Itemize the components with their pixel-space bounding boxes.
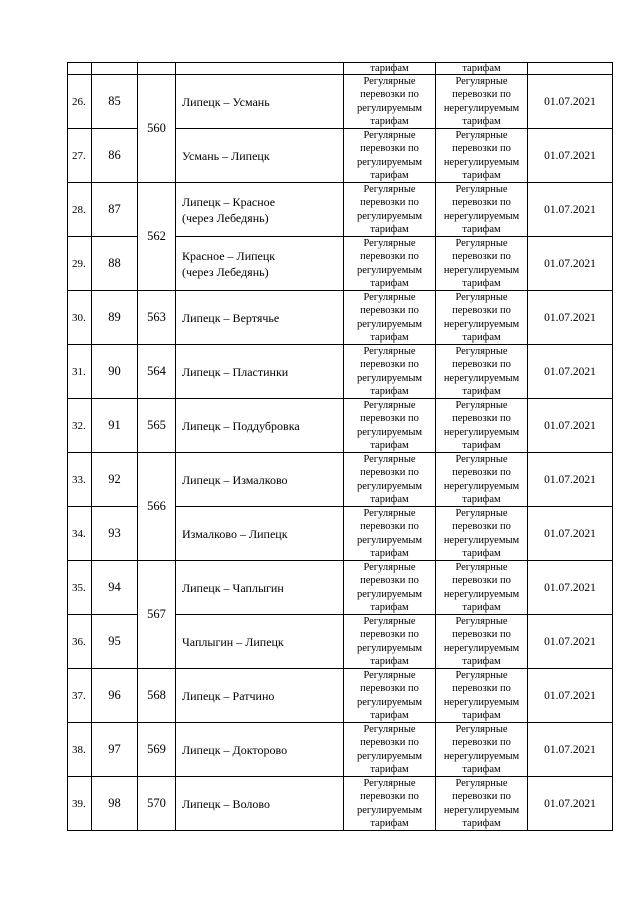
route-number: 569 xyxy=(138,723,176,777)
continued-row xyxy=(68,63,613,75)
text-line: тарифам xyxy=(370,493,409,505)
text-line: Регулярные xyxy=(363,346,416,358)
text-line: нерегулируемым xyxy=(443,426,520,438)
row-index: 33. xyxy=(68,453,92,507)
start-date: 01.07.2021 xyxy=(528,669,613,723)
number-cell xyxy=(92,63,138,75)
text-line: перевозки по xyxy=(452,791,511,803)
start-date: 01.07.2021 xyxy=(528,777,613,831)
row-number: 88 xyxy=(92,237,138,291)
text-line: Регулярные xyxy=(363,724,416,736)
row-index: 39. xyxy=(68,777,92,831)
text-line: Липецк – Волово xyxy=(182,796,270,811)
route-cell xyxy=(138,63,176,75)
text-line: Липецк – Чаплыгин xyxy=(182,580,284,595)
text-line: нерегулируемым xyxy=(443,372,520,384)
routes-table-body xyxy=(68,63,613,831)
transport-type xyxy=(436,723,528,777)
start-date: 01.07.2021 xyxy=(528,183,613,237)
row-index: 26. xyxy=(68,75,92,129)
transport-type xyxy=(436,507,528,561)
row-number: 86 xyxy=(92,129,138,183)
route-number: 564 xyxy=(138,345,176,399)
text-line: Регулярные xyxy=(455,238,508,250)
route-number: 563 xyxy=(138,291,176,345)
text-line: тарифам xyxy=(462,223,501,235)
text-line: нерегулируемым xyxy=(443,696,520,708)
text-line: тарифам xyxy=(370,439,409,451)
text-line: Регулярные xyxy=(363,76,416,88)
text-line: тарифам xyxy=(462,601,501,613)
row-index: 29. xyxy=(68,237,92,291)
text-line: Регулярные xyxy=(363,454,416,466)
transport-type xyxy=(436,777,528,831)
text-line: тарифам xyxy=(462,331,501,343)
text-line: нерегулируемым xyxy=(443,318,520,330)
text-line: Измалково – Липецк xyxy=(182,526,288,541)
transport-type xyxy=(436,291,528,345)
row-number: 94 xyxy=(92,561,138,615)
text-line: регулируемым xyxy=(356,804,423,816)
route-number: 568 xyxy=(138,669,176,723)
transport-type xyxy=(436,75,528,129)
index-cell xyxy=(68,63,92,75)
text-line: перевозки по xyxy=(452,683,511,695)
table-row xyxy=(68,723,613,777)
text-line: (через Лебедянь) xyxy=(182,210,269,225)
text-line: Регулярные xyxy=(455,724,508,736)
route-number: 565 xyxy=(138,399,176,453)
text-line: Регулярные xyxy=(455,562,508,574)
route-name xyxy=(176,615,344,669)
text-line: тарифам xyxy=(370,547,409,559)
route-name xyxy=(176,723,344,777)
text-line: Липецк – Ратчино xyxy=(182,688,275,703)
start-date: 01.07.2021 xyxy=(528,561,613,615)
text-line: тарифам xyxy=(462,763,501,775)
table-row xyxy=(68,183,613,237)
row-number: 90 xyxy=(92,345,138,399)
text-line: Липецк – Красное xyxy=(182,194,276,209)
regulation-type xyxy=(344,237,436,291)
text-line: перевозки по xyxy=(452,143,511,155)
text-line: тарифам xyxy=(370,331,409,343)
text-line: Регулярные xyxy=(455,670,508,682)
text-line: регулируемым xyxy=(356,696,423,708)
text-line: Регулярные xyxy=(455,508,508,520)
text-line: перевозки по xyxy=(360,575,419,587)
row-index: 36. xyxy=(68,615,92,669)
transport-type xyxy=(436,129,528,183)
route-name xyxy=(176,75,344,129)
text-line: Регулярные xyxy=(455,184,508,196)
text-line: Усмань – Липецк xyxy=(182,148,270,163)
transport-type-cell: тарифам xyxy=(436,63,528,75)
start-date: 01.07.2021 xyxy=(528,723,613,777)
text-line: Чаплыгин – Липецк xyxy=(182,634,284,649)
text-line: тарифам xyxy=(462,439,501,451)
text-line: Липецк – Докторово xyxy=(182,742,288,757)
text-line: Регулярные xyxy=(455,778,508,790)
text-line: Липецк – Пластинки xyxy=(182,364,289,379)
start-date: 01.07.2021 xyxy=(528,291,613,345)
text-line: перевозки по xyxy=(452,413,511,425)
route-name xyxy=(176,183,344,237)
table-row xyxy=(68,669,613,723)
text-line: нерегулируемым xyxy=(443,480,520,492)
text-line: перевозки по xyxy=(360,521,419,533)
regulation-type xyxy=(344,669,436,723)
text-line: тарифам xyxy=(370,115,409,127)
route-name xyxy=(176,777,344,831)
regulation-type xyxy=(344,507,436,561)
row-index: 31. xyxy=(68,345,92,399)
row-index: 27. xyxy=(68,129,92,183)
text-line: Липецк – Измалково xyxy=(182,472,288,487)
route-number: 560 xyxy=(138,75,176,183)
start-date: 01.07.2021 xyxy=(528,615,613,669)
text-line: перевозки по xyxy=(452,305,511,317)
transport-type xyxy=(436,615,528,669)
text-line: перевозки по xyxy=(452,89,511,101)
text-line: регулируемым xyxy=(356,588,423,600)
text-line: Регулярные xyxy=(455,76,508,88)
text-line: Регулярные xyxy=(455,616,508,628)
row-number: 89 xyxy=(92,291,138,345)
text-line: Регулярные xyxy=(363,562,416,574)
row-index: 38. xyxy=(68,723,92,777)
text-line: регулируемым xyxy=(356,534,423,546)
regulation-cell: тарифам xyxy=(344,63,436,75)
route-name xyxy=(176,291,344,345)
text-line: перевозки по xyxy=(360,305,419,317)
text-line: тарифам xyxy=(370,655,409,667)
transport-type xyxy=(436,669,528,723)
table-row xyxy=(68,75,613,129)
text-line: перевозки по xyxy=(452,197,511,209)
text-line: перевозки по xyxy=(452,737,511,749)
text-line: тарифам xyxy=(462,169,501,181)
text-line: регулируемым xyxy=(356,264,423,276)
start-date: 01.07.2021 xyxy=(528,129,613,183)
text-line: нерегулируемым xyxy=(443,642,520,654)
table-row xyxy=(68,561,613,615)
text-line: перевозки по xyxy=(360,251,419,263)
route-name xyxy=(176,507,344,561)
route-number: 567 xyxy=(138,561,176,669)
start-date: 01.07.2021 xyxy=(528,399,613,453)
text-line: тарифам xyxy=(370,709,409,721)
start-date: 01.07.2021 xyxy=(528,453,613,507)
regulation-type xyxy=(344,399,436,453)
regulation-type xyxy=(344,723,436,777)
text-line: регулируемым xyxy=(356,642,423,654)
text-line: нерегулируемым xyxy=(443,210,520,222)
regulation-type xyxy=(344,561,436,615)
text-line: нерегулируемым xyxy=(443,534,520,546)
text-line: Регулярные xyxy=(363,670,416,682)
text-line: регулируемым xyxy=(356,156,423,168)
date-cell xyxy=(528,63,613,75)
text-line: перевозки по xyxy=(360,197,419,209)
row-index: 35. xyxy=(68,561,92,615)
transport-type xyxy=(436,453,528,507)
text-line: Регулярные xyxy=(363,508,416,520)
text-line: регулируемым xyxy=(356,102,423,114)
route-number: 570 xyxy=(138,777,176,831)
text-line: тарифам xyxy=(462,115,501,127)
text-line: перевозки по xyxy=(360,737,419,749)
text-line: регулируемым xyxy=(356,480,423,492)
text-line: перевозки по xyxy=(452,521,511,533)
text-line: Регулярные xyxy=(455,130,508,142)
transport-type xyxy=(436,183,528,237)
regulation-type xyxy=(344,75,436,129)
text-line: тарифам xyxy=(370,817,409,829)
text-line: тарифам xyxy=(462,277,501,289)
transport-type xyxy=(436,237,528,291)
text-line: нерегулируемым xyxy=(443,156,520,168)
text-line: тарифам xyxy=(462,817,501,829)
text-line: Липецк – Усмань xyxy=(182,94,270,109)
text-line: Регулярные xyxy=(455,292,508,304)
text-line: перевозки по xyxy=(360,629,419,641)
text-line: тарифам xyxy=(370,601,409,613)
start-date: 01.07.2021 xyxy=(528,507,613,561)
row-number: 96 xyxy=(92,669,138,723)
text-line: тарифам xyxy=(462,709,501,721)
start-date: 01.07.2021 xyxy=(528,345,613,399)
text-line: перевозки по xyxy=(360,143,419,155)
text-line: регулируемым xyxy=(356,426,423,438)
text-line: Липецк – Поддубровка xyxy=(182,418,300,433)
regulation-type xyxy=(344,345,436,399)
text-line: Регулярные xyxy=(363,184,416,196)
route-number: 562 xyxy=(138,183,176,291)
row-index: 34. xyxy=(68,507,92,561)
table-row xyxy=(68,345,613,399)
text-line: Регулярные xyxy=(455,400,508,412)
routes-table xyxy=(67,62,613,831)
text-line: перевозки по xyxy=(452,629,511,641)
text-line: тарифам xyxy=(370,763,409,775)
transport-type xyxy=(436,399,528,453)
text-line: перевозки по xyxy=(360,683,419,695)
text-line: перевозки по xyxy=(360,467,419,479)
text-line: тарифам xyxy=(462,655,501,667)
text-line: перевозки по xyxy=(452,575,511,587)
text-line: регулируемым xyxy=(356,372,423,384)
text-line: тарифам xyxy=(370,169,409,181)
text-line: нерегулируемым xyxy=(443,264,520,276)
table-row xyxy=(68,453,613,507)
start-date: 01.07.2021 xyxy=(528,75,613,129)
regulation-type xyxy=(344,453,436,507)
text-line: нерегулируемым xyxy=(443,804,520,816)
name-cell xyxy=(176,63,344,75)
text-line: Регулярные xyxy=(363,292,416,304)
text-line: перевозки по xyxy=(452,359,511,371)
text-line: тарифам xyxy=(462,385,501,397)
route-name xyxy=(176,399,344,453)
row-number: 92 xyxy=(92,453,138,507)
text-line: тарифам xyxy=(462,493,501,505)
route-name xyxy=(176,561,344,615)
route-number: 566 xyxy=(138,453,176,561)
text-line: Регулярные xyxy=(363,778,416,790)
text-line: тарифам xyxy=(370,277,409,289)
text-line: Регулярные xyxy=(363,400,416,412)
text-line: тарифам xyxy=(370,223,409,235)
row-index: 32. xyxy=(68,399,92,453)
text-line: перевозки по xyxy=(360,359,419,371)
row-number: 91 xyxy=(92,399,138,453)
table-row xyxy=(68,291,613,345)
route-name xyxy=(176,453,344,507)
table-row xyxy=(68,777,613,831)
route-name xyxy=(176,237,344,291)
text-line: перевозки по xyxy=(452,251,511,263)
start-date: 01.07.2021 xyxy=(528,237,613,291)
text-line: нерегулируемым xyxy=(443,750,520,762)
transport-type xyxy=(436,345,528,399)
route-name xyxy=(176,129,344,183)
text-line: Регулярные xyxy=(363,238,416,250)
route-name xyxy=(176,345,344,399)
text-line: тарифам xyxy=(370,385,409,397)
regulation-type xyxy=(344,183,436,237)
row-index: 30. xyxy=(68,291,92,345)
transport-type xyxy=(436,561,528,615)
text-line: (через Лебедянь) xyxy=(182,264,269,279)
text-line: перевозки по xyxy=(360,791,419,803)
row-number: 98 xyxy=(92,777,138,831)
text-line: Регулярные xyxy=(455,454,508,466)
text-line: нерегулируемым xyxy=(443,102,520,114)
row-number: 93 xyxy=(92,507,138,561)
text-line: Регулярные xyxy=(363,130,416,142)
regulation-type xyxy=(344,615,436,669)
text-line: перевозки по xyxy=(360,413,419,425)
text-line: Регулярные xyxy=(455,346,508,358)
text-line: Регулярные xyxy=(363,616,416,628)
row-number: 97 xyxy=(92,723,138,777)
text-line: регулируемым xyxy=(356,210,423,222)
text-line: тарифам xyxy=(462,547,501,559)
row-number: 87 xyxy=(92,183,138,237)
row-number: 85 xyxy=(92,75,138,129)
text-line: перевозки по xyxy=(360,89,419,101)
text-line: регулируемым xyxy=(356,750,423,762)
row-number: 95 xyxy=(92,615,138,669)
row-index: 37. xyxy=(68,669,92,723)
text-line: регулируемым xyxy=(356,318,423,330)
regulation-type xyxy=(344,777,436,831)
text-line: нерегулируемым xyxy=(443,588,520,600)
text-line: перевозки по xyxy=(452,467,511,479)
route-name xyxy=(176,669,344,723)
regulation-type xyxy=(344,129,436,183)
regulation-type xyxy=(344,291,436,345)
text-line: Липецк – Вертячье xyxy=(182,310,280,325)
text-line: Красное – Липецк xyxy=(182,248,276,263)
table-row xyxy=(68,399,613,453)
row-index: 28. xyxy=(68,183,92,237)
